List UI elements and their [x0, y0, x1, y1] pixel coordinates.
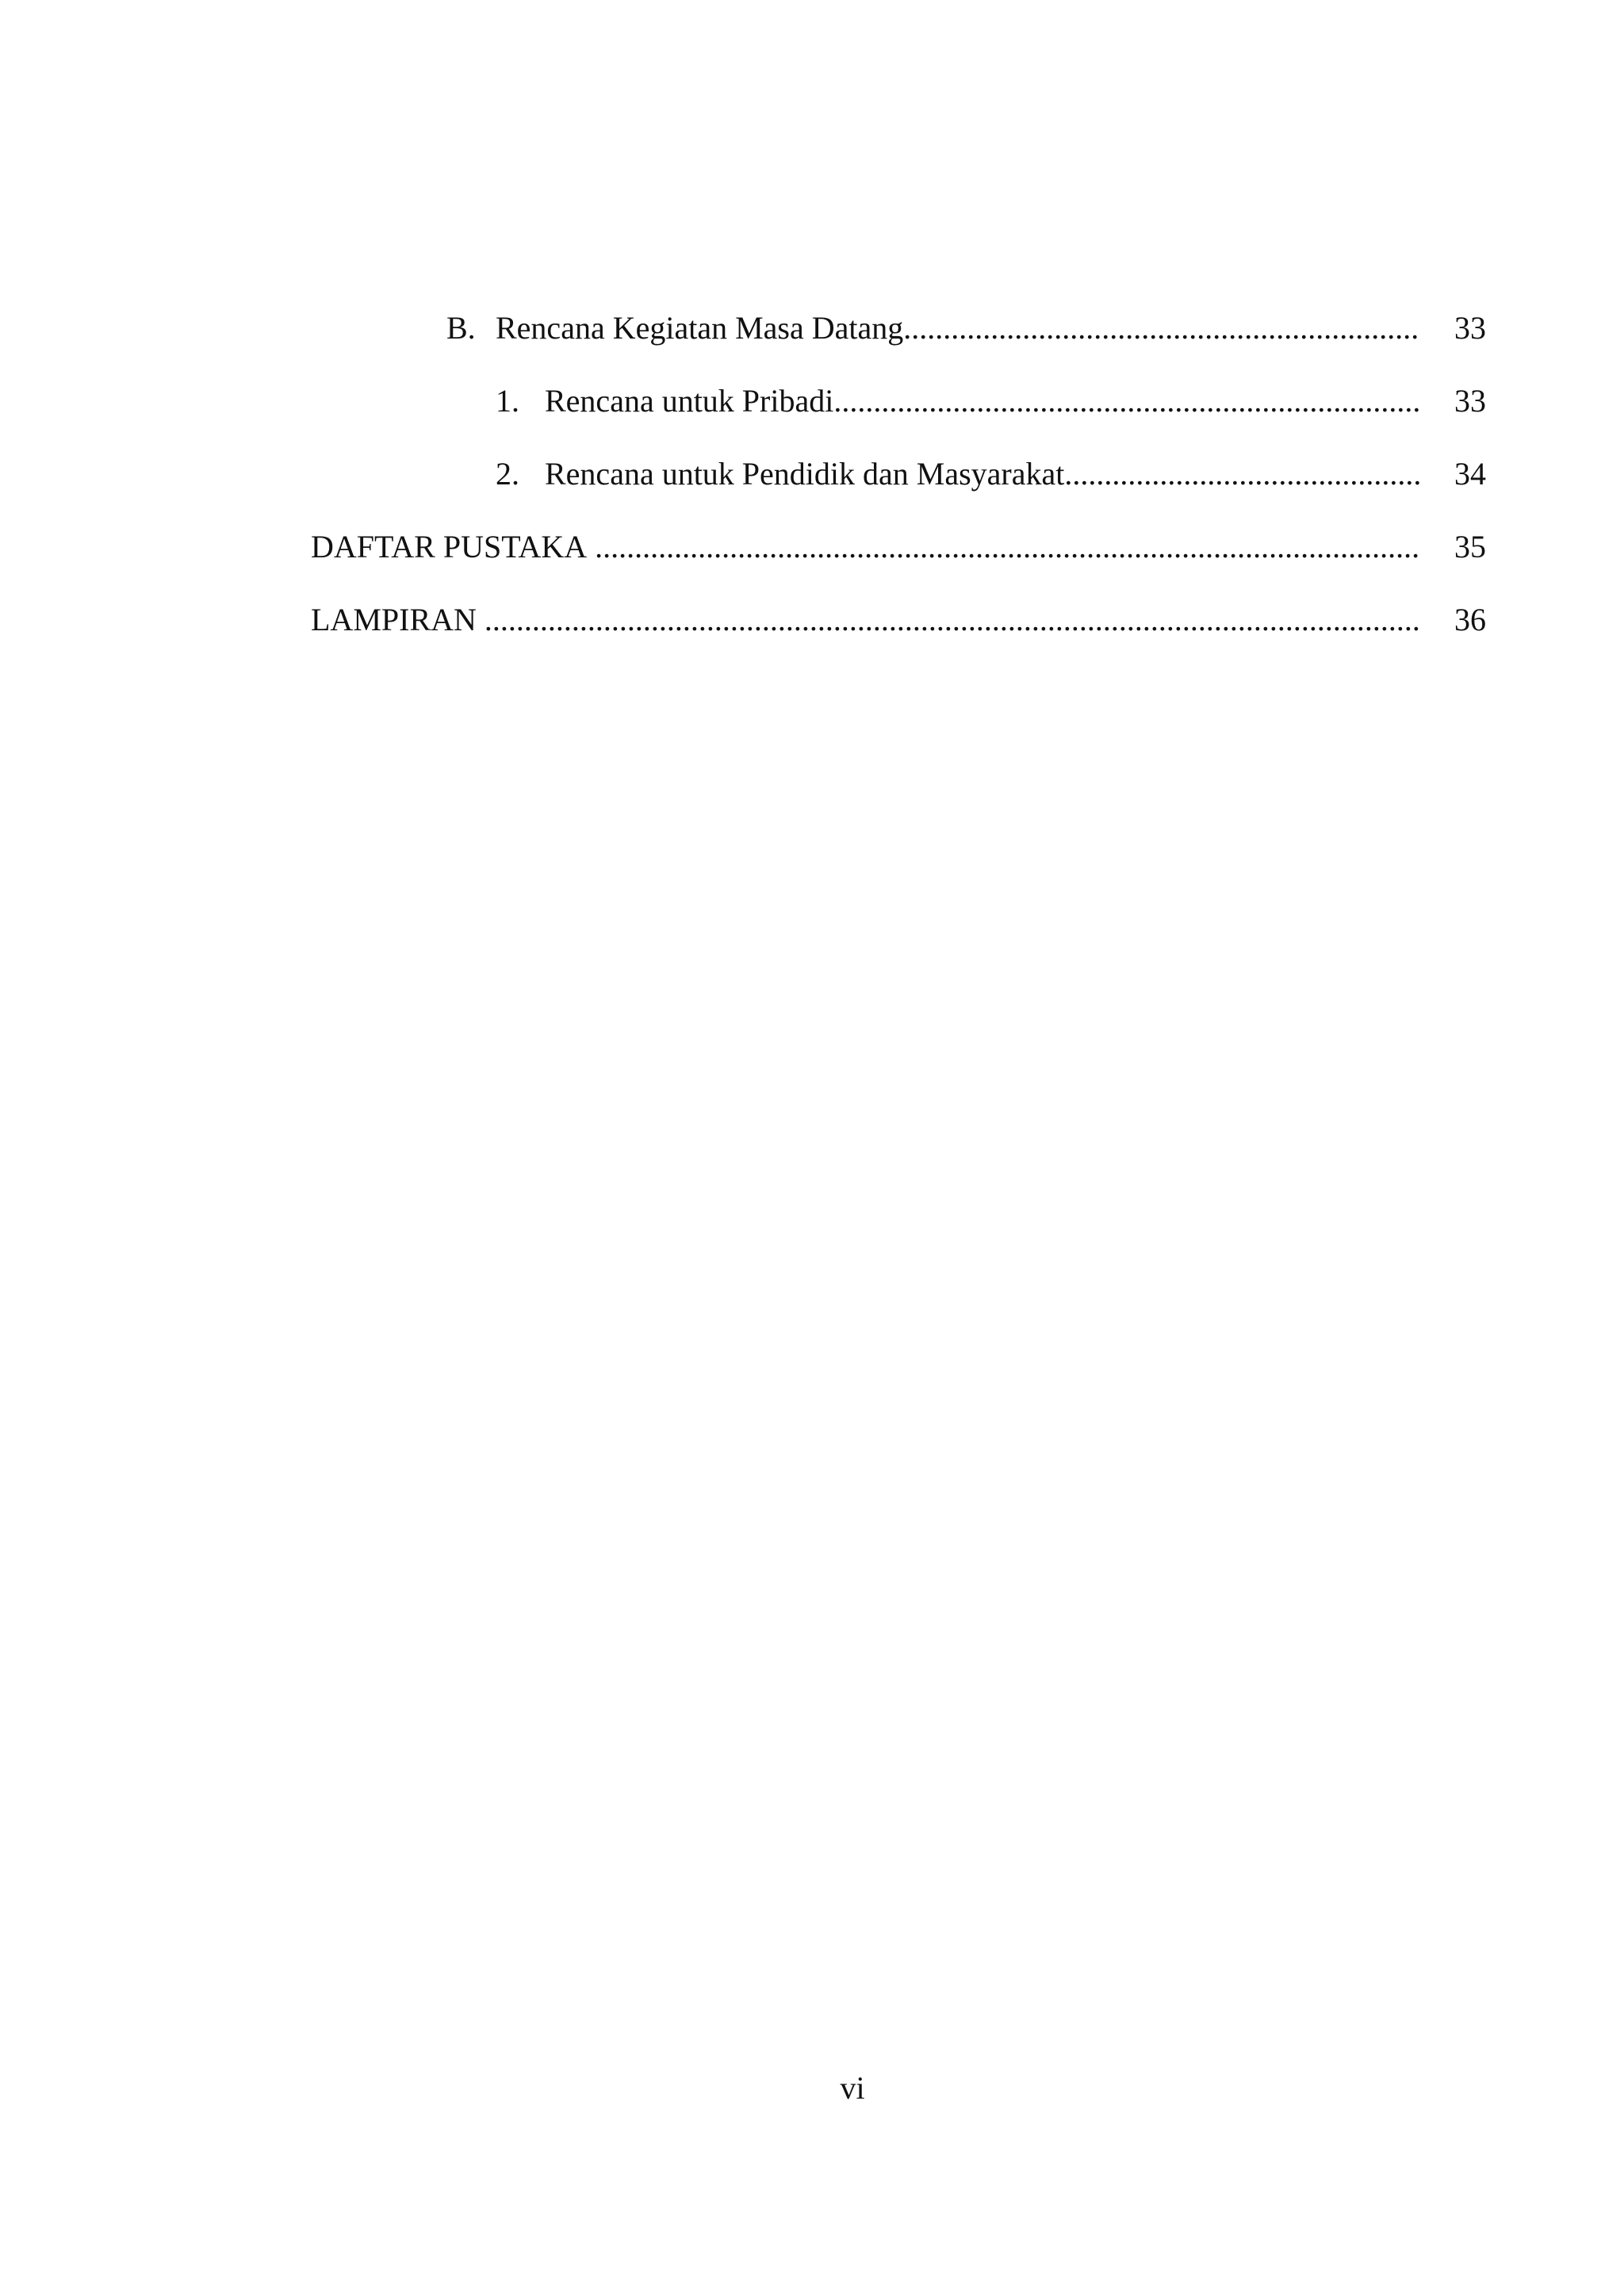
page-number-footer: vi: [840, 2070, 865, 2106]
toc-entry-number: B.: [446, 310, 476, 346]
toc-entry-number: 1.: [496, 383, 519, 419]
toc-entry-page-row: [0, 304, 1624, 352]
toc-entry-title: LAMPIRAN: [311, 602, 477, 637]
toc-entry-page-number: 36: [1454, 602, 1486, 637]
toc-entry-page-number: 33: [1454, 383, 1486, 419]
toc-entry-page-number: 35: [1454, 529, 1486, 564]
toc-entry-page-number: 33: [1454, 310, 1486, 346]
toc-entry-page-row: [0, 523, 1624, 571]
toc-entry-number: 2.: [496, 456, 519, 492]
toc-entry-title: Rencana Kegiatan Masa Datang: [496, 310, 904, 346]
toc-entry-page-row: [0, 596, 1624, 644]
toc-entry-page-row: [0, 450, 1624, 498]
toc-entry-page-number: 34: [1454, 456, 1486, 492]
toc-entry-title: Rencana untuk Pendidik dan Masyarakat: [545, 456, 1065, 492]
toc-entry-title: Rencana untuk Pribadi: [545, 383, 834, 419]
toc-entry-page-row: [0, 377, 1624, 425]
toc-entry-title: DAFTAR PUSTAKA: [311, 529, 588, 564]
